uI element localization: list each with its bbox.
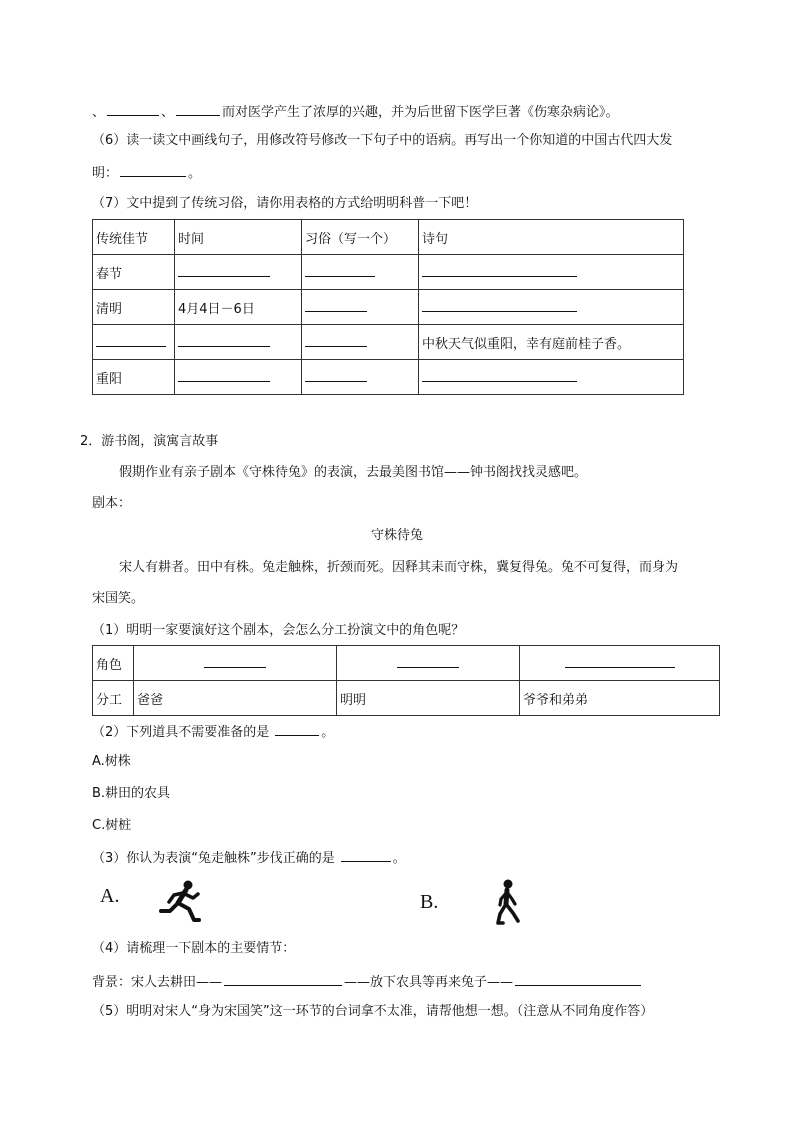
answer-blank[interactable]	[305, 264, 375, 277]
story-line2: 宋国笑。	[92, 591, 145, 606]
time-cell: 4月4日－6日	[175, 290, 302, 325]
story-line1: 宋人有耕者。田中有株。兔走触株，折颈而死。因释其耒而守株，冀复得兔。兔不可复得，而身为	[119, 560, 679, 575]
festival-cell: 清明	[93, 290, 175, 325]
text-segment: （2）下列道具不需要准备的是	[92, 725, 270, 740]
walking-figure-icon[interactable]	[488, 878, 524, 926]
header-cell: 习俗（写一个）	[302, 220, 419, 255]
q2-prompt	[92, 722, 334, 742]
q1-prompt: （1）明明一家要演好这个剧本，会怎么分工扮演文中的角色呢？	[92, 623, 465, 638]
section2-intro: 假期作业有亲子剧本《守株待兔》的表演，去最美图书馆——钟书阁找找灵感吧。	[119, 465, 588, 480]
section2-title: 2．游书阁，演寓言故事	[80, 434, 219, 449]
poem-cell[interactable]	[419, 290, 684, 325]
running-figure-icon[interactable]	[158, 878, 204, 924]
header-cell: 传统佳节	[93, 220, 175, 255]
role-label-cell: 角色	[93, 646, 134, 681]
text-segment: 明：	[92, 166, 119, 181]
q7-prompt: （7）文中提到了传统习俗，请你用表格的方式给明明科普一下吧！	[92, 196, 478, 211]
q3-prompt	[92, 848, 406, 868]
table-header-row	[93, 220, 684, 255]
table-row	[93, 255, 684, 290]
header-cell: 时间	[175, 220, 302, 255]
answer-blank[interactable]	[275, 722, 319, 736]
custom-cell[interactable]	[302, 360, 419, 395]
role-cell[interactable]	[520, 646, 720, 681]
custom-cell[interactable]	[302, 325, 419, 360]
answer-blank[interactable]	[422, 369, 577, 382]
answer-blank[interactable]	[96, 334, 166, 347]
answer-blank[interactable]	[305, 369, 367, 382]
answer-blank[interactable]	[120, 163, 186, 177]
q3-option-b-label[interactable]: B.	[420, 891, 439, 913]
festival-cell: 春节	[93, 255, 175, 290]
header-cell: 诗句	[419, 220, 684, 255]
answer-blank[interactable]	[224, 972, 342, 986]
table-row	[93, 681, 720, 716]
answer-blank[interactable]	[565, 655, 675, 668]
q1-tail-line	[92, 102, 619, 122]
answer-blank[interactable]	[178, 369, 270, 382]
time-cell[interactable]	[175, 325, 302, 360]
q4-plot-line	[92, 972, 643, 992]
q6-line2	[92, 163, 201, 183]
q3-option-a-label[interactable]: A.	[100, 885, 120, 907]
poem-cell: 中秋天气似重阳，幸有庭前桂子香。	[419, 325, 684, 360]
role-cell[interactable]	[337, 646, 520, 681]
answer-blank[interactable]	[422, 299, 577, 312]
time-cell[interactable]	[175, 255, 302, 290]
text-segment: 而对医学产生了浓厚的兴趣，并为后世留下医学巨著《伤寒杂病论》。	[222, 105, 619, 120]
text-segment: 背景：宋人去耕田——	[92, 975, 223, 990]
custom-cell[interactable]	[302, 255, 419, 290]
table-row	[93, 290, 684, 325]
answer-blank[interactable]	[204, 655, 266, 668]
table-row	[93, 360, 684, 395]
answer-blank[interactable]	[176, 102, 220, 116]
assignment-cell: 爸爸	[134, 681, 337, 716]
text-segment: （3）你认为表演“兔走触株”步伐正确的是	[92, 851, 335, 866]
table-row	[93, 325, 684, 360]
festival-cell[interactable]	[93, 325, 175, 360]
poem-cell[interactable]	[419, 360, 684, 395]
q2-option-b[interactable]: B.耕田的农具	[92, 786, 171, 801]
q5-prompt: （5）明明对宋人“身为宋国笑”这一环节的台词拿不太准，请帮他想一想。（注意从不同角度作答）	[92, 1004, 654, 1019]
assignment-cell: 明明	[337, 681, 520, 716]
answer-blank[interactable]	[305, 334, 367, 347]
text-segment: 。	[321, 725, 335, 740]
answer-blank[interactable]	[422, 264, 577, 277]
custom-cell[interactable]	[302, 290, 419, 325]
answer-blank[interactable]	[178, 334, 270, 347]
role-cell[interactable]	[134, 646, 337, 681]
text-segment: 、	[161, 105, 175, 120]
answer-blank[interactable]	[397, 655, 459, 668]
text-segment: ——放下农具等再来兔子——	[344, 975, 514, 990]
festival-cell: 重阳	[93, 360, 175, 395]
answer-blank[interactable]	[515, 972, 641, 986]
poem-cell[interactable]	[419, 255, 684, 290]
q4-prompt: （4）请梳理一下剧本的主要情节：	[92, 941, 296, 956]
text-segment: 。	[188, 166, 202, 181]
role-label-cell: 分工	[93, 681, 134, 716]
answer-blank[interactable]	[341, 848, 391, 862]
text-segment: 。	[392, 851, 406, 866]
q6-line1: （6）读一读文中画线句子，用修改符号修改一下句子中的语病。再写出一个你知道的中国古代四大发	[92, 133, 673, 148]
answer-blank[interactable]	[178, 264, 270, 277]
script-label: 剧本：	[92, 496, 132, 511]
role-table	[92, 645, 720, 716]
festival-table	[92, 219, 684, 395]
time-cell[interactable]	[175, 360, 302, 395]
story-title: 守株待兔	[370, 528, 423, 543]
answer-blank[interactable]	[305, 299, 367, 312]
table-row	[93, 646, 720, 681]
assignment-cell: 爷爷和弟弟	[520, 681, 720, 716]
text-segment: 、	[92, 105, 106, 120]
answer-blank[interactable]	[107, 102, 159, 116]
q2-option-c[interactable]: C.树桩	[92, 818, 132, 833]
q2-option-a[interactable]: A.树株	[92, 754, 131, 769]
